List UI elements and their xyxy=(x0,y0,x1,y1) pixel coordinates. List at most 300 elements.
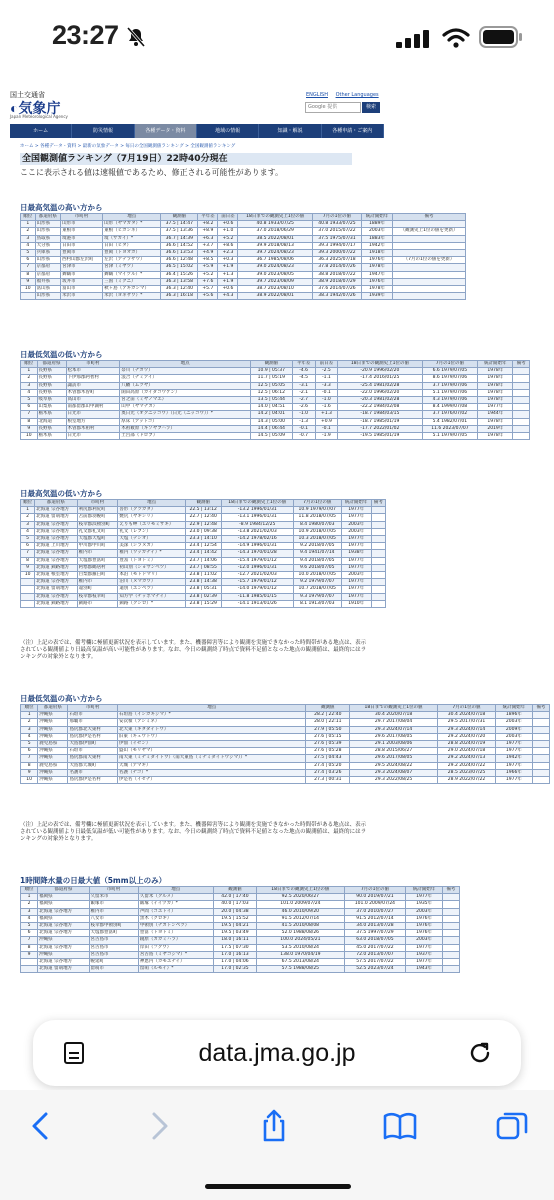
table-row xyxy=(21,923,460,930)
table-cell: 栃木県 xyxy=(37,411,66,418)
column-header: 観測値 xyxy=(306,705,350,712)
table-cell: 北海道 宗谷地方 xyxy=(38,908,89,915)
table-cell: 盛山（モリヤマ） xyxy=(118,748,306,755)
table-row xyxy=(21,543,386,550)
table-cell: 9 xyxy=(21,564,35,571)
table-cell: 宮之前（ミヤノマエ） xyxy=(120,397,251,404)
nav-data[interactable]: 各種データ・資料 xyxy=(135,124,197,138)
table-cell: 39.0 2024/08/23 xyxy=(238,264,312,271)
table-cell: 18.0 | 16:11 xyxy=(213,937,256,944)
table-cell xyxy=(393,221,466,228)
table-cell: 神恵内（カモエナイ） xyxy=(138,959,213,966)
table-cell: 19.5 | 04:21 xyxy=(213,923,256,930)
table-cell: 北海道 留萌地方 xyxy=(38,966,89,973)
table-cell: 南大東（ミナミダイトウ）（南大東島（ミナミダイトウジマ））* xyxy=(118,755,306,762)
table-cell: 90.0 2019/07/21 xyxy=(344,894,406,901)
table-cell: 38.8 2018/07/22 xyxy=(312,271,361,278)
table-cell: 那覇市 xyxy=(68,719,118,726)
column-header: 備考 xyxy=(532,705,549,712)
column-header: 7月の1位の値 xyxy=(293,500,341,507)
table-cell: +4.3 xyxy=(218,293,238,300)
table-cell: 1978年 xyxy=(478,389,513,396)
table-cell xyxy=(442,930,459,937)
table-cell: 1883年 xyxy=(362,235,393,242)
table-row xyxy=(21,293,466,300)
table-cell: 1944年 xyxy=(478,411,513,418)
column-header: 都道府県 xyxy=(38,887,89,894)
table-cell xyxy=(513,375,530,382)
table-cell: 宮津市 xyxy=(61,264,103,271)
table-cell xyxy=(371,600,385,607)
table-cell: 14.2 | 04:01 xyxy=(250,411,292,418)
nav-knowledge[interactable]: 知識・解説 xyxy=(259,124,321,138)
table-cell: 1889年 xyxy=(362,221,393,228)
table-cell: 10 xyxy=(21,572,35,579)
table-cell: 鏡原（カガミハラ） xyxy=(138,937,213,944)
column-header: 備考 xyxy=(393,214,466,221)
table-cell xyxy=(371,572,385,579)
table-cell: -22.2 1984/02/08 xyxy=(338,404,422,411)
table-cell: 北海道 xyxy=(37,418,66,425)
table-cell xyxy=(393,271,466,278)
table-cell: 1 xyxy=(21,712,38,719)
table-row xyxy=(21,536,386,543)
table-row xyxy=(21,908,460,915)
header-links xyxy=(300,92,379,98)
table-cell: 奈川（ナガワ） xyxy=(120,368,251,375)
table-row xyxy=(21,389,530,396)
table-cell: 40.8 1933/07/25 xyxy=(312,221,361,228)
search-button[interactable]: 検索 xyxy=(362,102,380,113)
column-header: 18日までの観測史上1位の値 xyxy=(257,887,344,894)
table-cell: 17.5 | 07:30 xyxy=(213,944,256,951)
table-cell: 西村山郡左沢町 xyxy=(61,257,103,264)
table-cell: 3 xyxy=(21,235,36,242)
ranking-table-min-low xyxy=(20,360,530,440)
status-bar xyxy=(0,0,554,80)
table-header-row xyxy=(21,500,386,507)
table-cell: 舞鶴（マイヅル）* xyxy=(103,271,161,278)
table-cell: 1910年 xyxy=(341,600,371,607)
table-cell: -11.8 1985/01/15 xyxy=(221,593,293,600)
table-cell: +5.9 xyxy=(198,264,218,271)
table-cell xyxy=(442,966,459,973)
table-row xyxy=(21,579,386,586)
table-cell: 7 xyxy=(21,755,38,762)
table-cell: （7月の1位の値を更新） xyxy=(393,257,466,264)
table-row xyxy=(21,894,460,901)
table-cell: 利尻郡利尻町 xyxy=(77,507,118,514)
table-cell: 22.5 | 13:12 xyxy=(185,507,221,514)
table-row xyxy=(21,966,460,973)
table-cell: 39.0 2023/08/05 xyxy=(238,271,312,278)
column-header: 観測値 xyxy=(250,361,292,368)
table-cell: 23.4 | 12:54 xyxy=(185,543,221,550)
table-cell: 山形県 xyxy=(35,228,61,235)
table-cell: 36.3 | 12:40 xyxy=(161,286,198,293)
table-cell: 釧路市 xyxy=(77,600,118,607)
table-cell: 留萌（ルモイ）* xyxy=(138,966,213,973)
table-cell: 20.0 | 04:38 xyxy=(213,908,256,915)
table-cell: 1977年 xyxy=(406,944,442,951)
table-cell: -1.3 xyxy=(292,418,315,425)
table-cell: 三国（ミクニ） xyxy=(103,278,161,285)
table-cell: -4.5 xyxy=(292,375,315,382)
table-cell: 目梨郡羅臼町 xyxy=(77,572,118,579)
table-cell xyxy=(371,514,385,521)
table-cell: 9 xyxy=(21,278,36,285)
table-cell: 29.2 2024/07/13 xyxy=(437,755,495,762)
table-header-row xyxy=(21,887,460,894)
column-header: 統計開始年 xyxy=(362,214,393,221)
table-cell: 29.1 2003/08/06 xyxy=(350,741,438,748)
table-cell: 40.0 | 17:03 xyxy=(213,901,256,908)
table-cell: 遠別（エンベツ） xyxy=(118,586,185,593)
table-row xyxy=(21,557,386,564)
reload-icon[interactable] xyxy=(465,1038,495,1068)
table-cell: 10.9 1979/07/07 xyxy=(293,507,341,514)
table-row xyxy=(21,382,530,389)
table-cell: -2.1 xyxy=(292,389,315,396)
table-cell: 北海道 根室地方 xyxy=(35,572,77,579)
table-cell: 9.3 1979/07/07 xyxy=(293,593,341,600)
table-cell: 沖縄県 xyxy=(38,951,89,958)
table-cell xyxy=(371,557,385,564)
table-cell: 山形県 xyxy=(35,257,61,264)
table-header-row xyxy=(21,214,466,221)
table-cell xyxy=(393,242,466,249)
english-link[interactable]: ENGLISH xyxy=(306,92,328,98)
table-cell: 日光市 xyxy=(66,433,120,440)
table-cell: 4.3 1979/07/06 xyxy=(422,397,478,404)
table-row xyxy=(21,257,466,264)
table-cell: -19.5 1985/01/19 xyxy=(338,433,422,440)
table-cell: 9 xyxy=(21,425,38,432)
table-row xyxy=(21,719,550,726)
section-title-max-low: 日最高気温の低い方から xyxy=(20,489,103,498)
table-cell: 1977年 xyxy=(496,777,533,784)
table-cell: 23.8 | 02:39 xyxy=(185,593,221,600)
column-header: 統計開始年 xyxy=(341,500,371,507)
table-row xyxy=(21,250,466,257)
nav-applications[interactable]: 各種申請・ご案内 xyxy=(322,124,384,138)
table-cell: 9.2 2018/07/05 xyxy=(293,543,341,550)
table-cell: 23.3 | 14:10 xyxy=(185,536,221,543)
table-cell: 石垣島（イシガキジマ）* xyxy=(118,712,306,719)
battery-icon xyxy=(479,26,523,48)
url-text[interactable]: data.jma.go.jp xyxy=(198,1039,356,1067)
table-cell: 2003年 xyxy=(341,572,371,579)
table-cell xyxy=(393,250,466,257)
table-cell: 北大東（キタダイトウ） xyxy=(118,726,306,733)
column-header: 市町村 xyxy=(66,361,120,368)
table-cell: 6.6 1979/07/05 xyxy=(422,368,478,375)
table-cell: 40.8 1933/07/25 xyxy=(238,221,312,228)
back-icon[interactable] xyxy=(24,1108,60,1144)
table-cell: -18.7 1985/01/19 xyxy=(338,418,422,425)
table-cell: +0.6 xyxy=(218,286,238,293)
section-title-min-high: 日最低気温の高い方から xyxy=(20,694,103,703)
table-row xyxy=(21,278,466,285)
column-header: 平年差 xyxy=(292,361,315,368)
table-cell: 1942年 xyxy=(362,242,393,249)
search-input[interactable]: Google 提供 xyxy=(305,102,361,113)
table-cell: 4 xyxy=(21,389,38,396)
table-cell: 京都府 xyxy=(35,264,61,271)
table-cell xyxy=(21,579,35,586)
table-cell: 長野県 xyxy=(37,425,66,432)
footnote-max-low: （注）上記の表では、備考欄に極値更新状況を表示しています。また、機器障害等により観測を実施できなかった時間帯がある地点は、表示されている観測値より日最高気温が高い可能性があります。なお、今日の観測終了時点で資料不足値となった地点の観測値は、最終的にはランキングの対象外となります。 xyxy=(20,640,367,660)
table-cell: -8.9 1984/12/25 xyxy=(221,521,293,528)
table-cell: 天塩（テシオ） xyxy=(118,536,185,543)
table-row xyxy=(21,521,386,528)
table-cell: 27.5 | 04:43 xyxy=(306,755,350,762)
table-cell: 1918年 xyxy=(362,250,393,257)
table-cell: 高山市 xyxy=(66,397,120,404)
share-icon[interactable] xyxy=(256,1108,292,1144)
column-header: 備考 xyxy=(371,500,385,507)
table-cell: -14.9 1996/01/31 xyxy=(221,543,293,550)
forward-icon[interactable] xyxy=(140,1108,176,1144)
table-cell: 13.5 | 05:44 xyxy=(250,397,292,404)
table-cell: 1977年 xyxy=(341,557,371,564)
table-cell: 1942年 xyxy=(496,755,533,762)
column-header: 7月の1位の値 xyxy=(437,705,495,712)
column-header: 観測値 xyxy=(185,500,221,507)
table-cell xyxy=(442,923,459,930)
table-cell: 11.7 | 05:19 xyxy=(250,375,292,382)
table-cell: 豊岡（トヨオカ） xyxy=(103,250,161,257)
table-cell: 長野県 xyxy=(37,389,66,396)
table-cell: 27.3 | 00:31 xyxy=(306,777,350,784)
table-cell: -12.7 2021/02/03 xyxy=(221,572,293,579)
table-row xyxy=(21,411,530,418)
table-cell: 7 xyxy=(21,937,38,944)
nav-regional[interactable]: 地域の情報 xyxy=(197,124,259,138)
table-cell: 1978年 xyxy=(478,382,513,389)
table-cell: -17.4 2016/01/25 xyxy=(338,375,422,382)
table-cell: 浪合（ナミアイ） xyxy=(120,375,251,382)
table-cell: -2.5 xyxy=(315,368,338,375)
table-cell: 鳥取県 xyxy=(35,235,61,242)
table-row xyxy=(21,748,550,755)
table-cell: 沖縄県 xyxy=(38,726,68,733)
table-cell: -1.1 xyxy=(315,375,338,382)
web-content[interactable] xyxy=(0,80,554,1008)
table-cell: 8 xyxy=(21,418,38,425)
table-cell: 福井県 xyxy=(35,278,61,285)
table-cell: 久留米市 xyxy=(89,894,138,901)
table-cell: -20.9 1996/02/20 xyxy=(338,368,422,375)
table-cell: 14.5 | 05:09 xyxy=(250,433,292,440)
table-cell: 36.3 | 13:58 xyxy=(161,278,198,285)
table-cell: 福岡県 xyxy=(38,901,89,908)
table-cell xyxy=(513,382,530,389)
bookmarks-icon[interactable] xyxy=(382,1108,418,1144)
table-row xyxy=(21,944,460,951)
table-cell: 1966年 xyxy=(496,769,533,776)
table-row xyxy=(21,901,460,908)
table-cell xyxy=(442,937,459,944)
column-header: 18日までの観測史上1位の値 xyxy=(221,500,293,507)
table-cell: 飯塚市 xyxy=(89,901,138,908)
table-cell: 1977年 xyxy=(341,536,371,543)
table-cell: 1977年 xyxy=(341,564,371,571)
nav-home[interactable]: ホーム xyxy=(10,124,72,138)
column-header: 地点 xyxy=(118,500,185,507)
table-cell: 鹿児島県 xyxy=(38,741,68,748)
other-languages-link[interactable]: Other Languages xyxy=(335,92,379,98)
column-header: 順位 xyxy=(21,705,38,712)
table-cell: 日田（ヒタ） xyxy=(103,242,161,249)
table-row xyxy=(21,375,530,382)
table-cell: 91.5 2012/07/14 xyxy=(257,915,344,922)
table-cell: -13.1 1996/01/31 xyxy=(221,514,293,521)
table-cell: 38.3 1942/07/26 xyxy=(312,293,361,300)
table-cell: 138.0 1970/04/19 xyxy=(257,951,344,958)
table-cell: 大分県 xyxy=(35,242,61,249)
table-cell xyxy=(442,959,459,966)
table-cell: 1938年 xyxy=(341,550,371,557)
table-cell: 2 xyxy=(21,375,38,382)
table-cell: 2 xyxy=(21,514,35,521)
table-cell: 39.3 1994/07/17 xyxy=(312,242,361,249)
table-cell: 稚内市 xyxy=(77,579,118,586)
table-cell: 稚内（ワッカナイ）* xyxy=(118,550,185,557)
table-cell: 29.3 2024/07/14 xyxy=(350,726,438,733)
column-header: 順位 xyxy=(21,500,35,507)
column-header: 都道府県 xyxy=(37,361,66,368)
agency-logo[interactable]: ◐気象庁 xyxy=(10,100,61,116)
table-cell: 2 xyxy=(21,901,38,908)
table-cell xyxy=(21,966,38,973)
address-bar[interactable] xyxy=(33,1020,521,1086)
table-cell xyxy=(513,368,530,375)
table-cell: -0.7 xyxy=(292,433,315,440)
table-cell: 鹿児島県 xyxy=(38,762,68,769)
table-cell: 北海道 宗谷地方 xyxy=(38,944,89,951)
table-cell: 4 xyxy=(21,733,38,740)
table-cell: 9.2 1979/07/07 xyxy=(293,579,341,586)
table-cell: 北海道 宗谷地方 xyxy=(35,521,77,528)
table-row xyxy=(21,235,466,242)
table-cell xyxy=(393,278,466,285)
table-cell: 北海道 宗谷地方 xyxy=(35,536,77,543)
table-cell: 1978年 xyxy=(362,264,393,271)
table-cell: 23.7 | 08:55 xyxy=(185,564,221,571)
table-cell: 8.6 1979/07/06 xyxy=(422,375,478,382)
breadcrumb[interactable]: ホーム > 各種データ・資料 > 最新の気象データ > 毎日の全国観測値ランキング > 全国観測値ランキング xyxy=(20,144,236,149)
table-cell: 声問（コエトイ） xyxy=(138,908,213,915)
table-row xyxy=(21,593,386,600)
table-cell: 中川郡中川町 xyxy=(77,543,118,550)
table-cell: 沖縄県 xyxy=(38,712,68,719)
table-cell: 8.4 1999/07/08 xyxy=(422,404,478,411)
table-cell: 6 xyxy=(21,257,36,264)
table-cell: 8.1 1913/07/03 xyxy=(293,600,341,607)
table-cell: 2003年 xyxy=(496,733,533,740)
table-cell: 米沢（ヨネザワ）* xyxy=(103,293,161,300)
column-header: 順位 xyxy=(21,214,36,221)
table-cell: 23.7 | 14:06 xyxy=(185,557,221,564)
table-cell: 南都留郡山中湖村 xyxy=(66,404,120,411)
table-cell: 1 xyxy=(21,894,38,901)
table-row xyxy=(21,242,466,249)
table-cell: 3 xyxy=(21,908,38,915)
table-cell: 八女市 xyxy=(89,915,138,922)
table-cell: 39.7 2023/08/09 xyxy=(238,278,312,285)
table-cell: 4 xyxy=(21,915,38,922)
table-cell: 開田高原（カイダコウゲン） xyxy=(120,389,251,396)
table-cell: 28.5 2023/07/25 xyxy=(437,769,495,776)
table-cell: 36.7 1985/08/06 xyxy=(238,257,312,264)
table-cell: -14.3 1970/01/28 xyxy=(221,550,293,557)
table-cell xyxy=(532,762,549,769)
table-row xyxy=(21,564,386,571)
column-header: 地点 xyxy=(120,361,251,368)
table-cell: 57.5 2017/07/22 xyxy=(344,959,406,966)
table-cell: 1977年 xyxy=(496,748,533,755)
table-cell: 坂井市 xyxy=(61,278,103,285)
table-cell xyxy=(393,264,466,271)
table-header-row xyxy=(21,361,530,368)
table-cell: 91.5 2012/07/14 xyxy=(344,915,406,922)
table-cell: 北海道 留萌地方 xyxy=(35,586,77,593)
table-row xyxy=(21,741,550,748)
table-row xyxy=(21,264,466,271)
ranking-table-max-high xyxy=(20,213,466,300)
nav-disaster-info[interactable]: 防災情報 xyxy=(72,124,134,138)
table-cell: 1937年 xyxy=(406,951,442,958)
table-cell: 5 xyxy=(21,397,38,404)
column-header: 18日までの観測史上1位の値 xyxy=(338,361,422,368)
table-cell: 37.0 2015/07/22 xyxy=(312,228,361,235)
table-cell: 豊富（トヨトミ） xyxy=(118,557,185,564)
table-cell: 稚内市 xyxy=(77,550,118,557)
column-header: 観測値 xyxy=(213,887,256,894)
column-header: 地点 xyxy=(118,705,306,712)
table-cell xyxy=(513,433,530,440)
table-cell: 7 xyxy=(21,550,35,557)
table-cell: +5.2 xyxy=(198,271,218,278)
table-cell: 沓形（クツガタ） xyxy=(118,507,185,514)
column-header: 市町村 xyxy=(77,500,118,507)
column-header: 都道府県 xyxy=(35,500,77,507)
table-cell: 1977年 xyxy=(496,762,533,769)
table-cell: 36.3 | 16:18 xyxy=(161,293,198,300)
table-cell: 1978年 xyxy=(362,286,393,293)
table-cell: 45.0 2017/07/22 xyxy=(344,944,406,951)
table-cell: -13.8 2021/02/03 xyxy=(221,528,293,535)
table-cell: 6 xyxy=(21,543,35,550)
tabs-icon[interactable] xyxy=(494,1108,530,1144)
table-row xyxy=(21,951,460,958)
table-header-row xyxy=(21,705,550,712)
table-cell: 山形県 xyxy=(35,293,61,300)
column-header: 市町村 xyxy=(68,705,118,712)
table-cell: 23.4 | 14:42 xyxy=(185,550,221,557)
table-cell: -15.7 1979/01/12 xyxy=(221,579,293,586)
table-cell xyxy=(532,726,549,733)
table-cell: 29.6 2017/08/05 xyxy=(350,755,438,762)
table-cell: 安次嶺（アシミネ） xyxy=(118,719,306,726)
table-cell xyxy=(371,586,385,593)
table-cell: 遠別町 xyxy=(77,586,118,593)
table-cell: 67.5 2013/08/24 xyxy=(257,959,344,966)
table-cell: 山形県 xyxy=(35,221,61,228)
table-cell: 天城（アマギ） xyxy=(118,762,306,769)
table-cell: 23.0 | 09:38 xyxy=(185,528,221,535)
